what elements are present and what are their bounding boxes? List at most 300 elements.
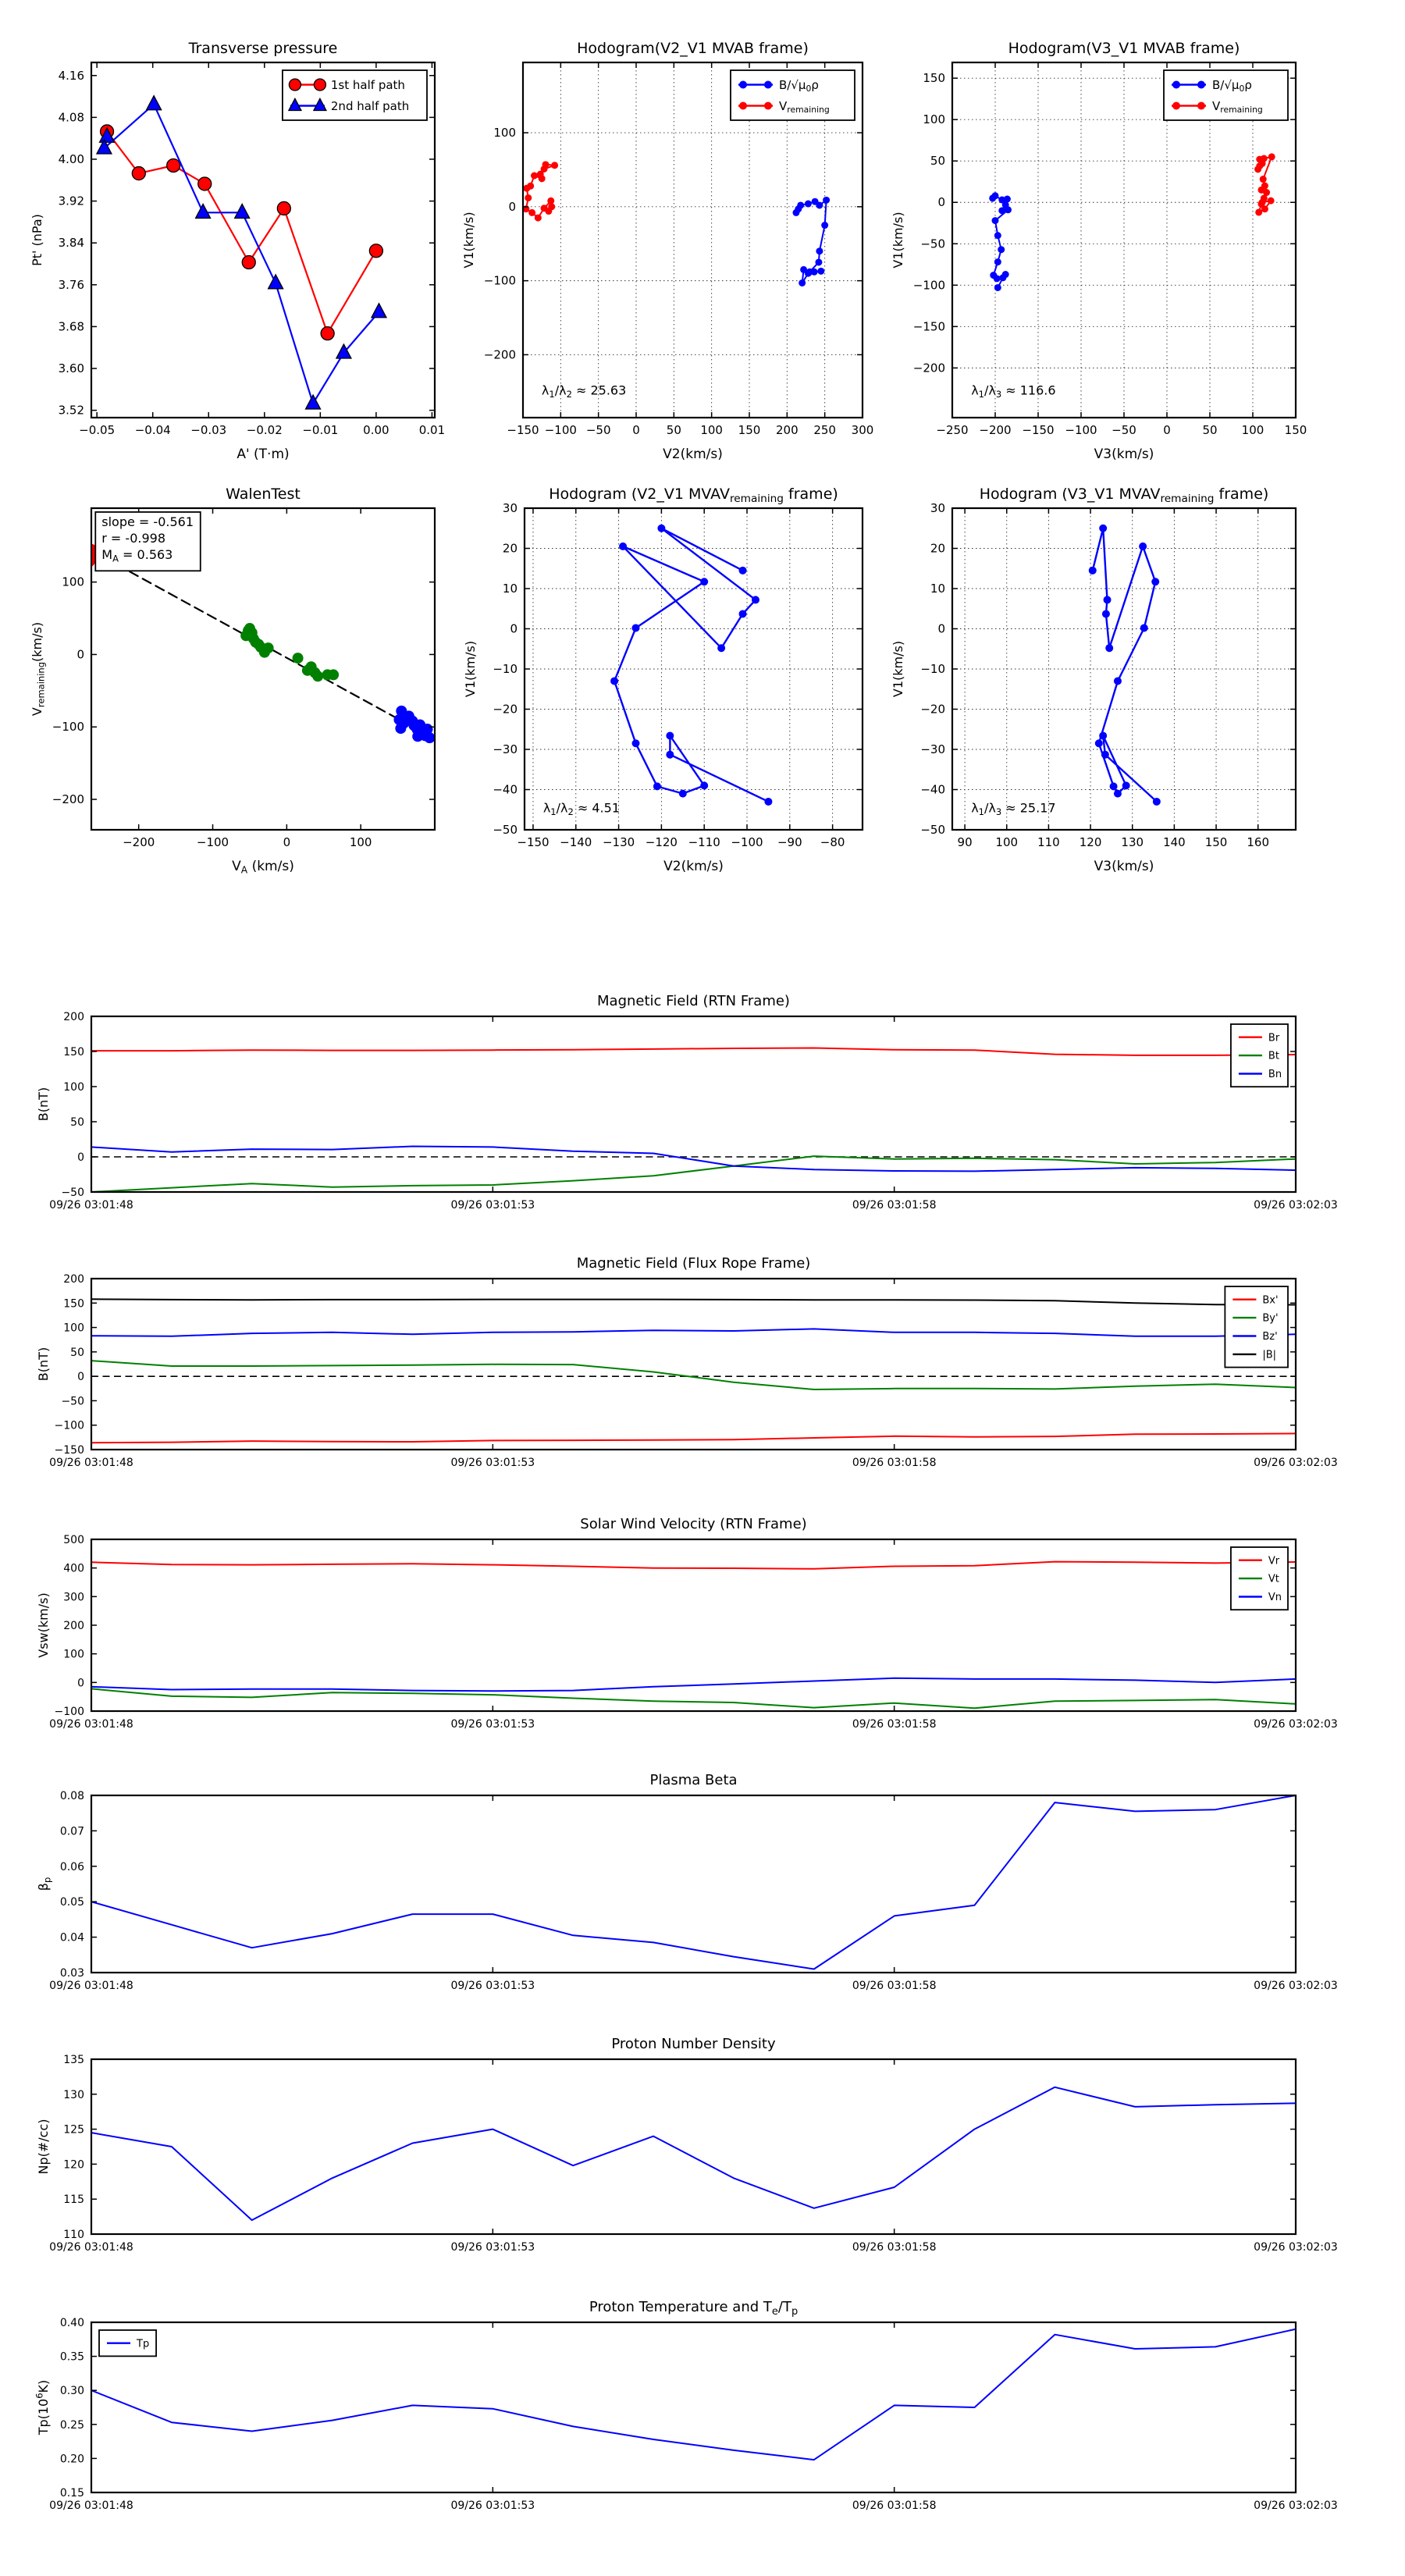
y-tick-label: 0.04: [59, 1931, 84, 1944]
marker-dot: [1104, 596, 1112, 603]
marker-dot: [817, 268, 824, 275]
x-tick-label: −50: [1112, 423, 1136, 437]
y-tick-label: 100: [493, 126, 516, 141]
y-tick-label: 0.05: [59, 1896, 84, 1909]
marker-dot: [1140, 624, 1148, 632]
y-tick-label: −10: [920, 662, 945, 676]
marker-dot: [815, 258, 822, 265]
x-tick-label: 150: [1204, 835, 1228, 849]
y-tick-label: 10: [930, 582, 945, 596]
legend-label: 1st half path: [330, 77, 405, 92]
marker-dot: [994, 284, 1001, 291]
axes-background: [91, 1795, 1296, 1973]
y-tick-label: 50: [70, 1346, 84, 1359]
y-axis-label: B(nT): [36, 1087, 51, 1122]
y-axis-label: $V_{remaining}(km/s)$: [30, 621, 47, 717]
y-axis-label: V1(km/s): [891, 212, 905, 269]
y-tick-label: 0: [937, 195, 945, 210]
y-tick-label: 0.08: [59, 1790, 84, 1802]
y-tick-label: 50: [70, 1116, 84, 1129]
y-tick-label: 10: [502, 582, 518, 596]
x-tick-label: −200: [979, 423, 1012, 437]
marker-dot: [547, 197, 554, 205]
marker-dot: [619, 543, 627, 550]
y-tick-label: 200: [63, 1620, 84, 1632]
x-tick-label: 140: [1163, 835, 1186, 849]
marker-dot: [799, 279, 806, 286]
chart-title: Proton Temperature and $T_e/T_p$: [589, 2299, 799, 2318]
legend: [1231, 1024, 1288, 1087]
axes-background: [91, 1279, 1296, 1450]
hodogram-v2v1-mvab-svg: [461, 40, 874, 462]
y-tick-label: 125: [63, 2123, 84, 2137]
chart-title: Hodogram (V2_V1 $MVAV_{remaining}$ frame): [549, 486, 838, 506]
marker-dot: [739, 567, 747, 575]
x-tick-label: −120: [645, 835, 678, 849]
legend: [1164, 70, 1288, 120]
x-tick-label: 09/26 03:01:48: [49, 1718, 133, 1731]
x-tick-label: 09/26 03:01:58: [852, 1457, 937, 1469]
y-tick-label: 4.16: [58, 68, 84, 83]
y-tick-label: 200: [63, 1273, 84, 1286]
y-tick-label: 135: [63, 2054, 84, 2066]
y-tick-label: 0: [76, 647, 84, 662]
y-tick-label: −10: [493, 662, 518, 676]
x-tick-label: 0.01: [418, 423, 446, 437]
y-tick-label: −50: [920, 823, 945, 837]
x-tick-label: 09/26 03:01:53: [450, 2500, 535, 2512]
y-tick-label: 150: [923, 71, 945, 86]
y-tick-label: 30: [930, 501, 945, 515]
x-tick-label: −150: [507, 423, 539, 437]
marker-dot: [1197, 102, 1205, 110]
marker-circle: [314, 79, 325, 91]
marker-dot: [1099, 731, 1107, 739]
y-tick-label: 50: [930, 154, 945, 169]
legend-label: |B|: [1262, 1349, 1277, 1361]
marker-dot: [739, 102, 747, 110]
y-tick-label: 100: [63, 1648, 84, 1661]
marker-dot: [657, 525, 665, 532]
chart-title: Hodogram(V2_V1 MVAB frame): [577, 40, 809, 57]
transverse-pressure-plot: [30, 40, 446, 462]
y-axis-label: B(nT): [36, 1347, 51, 1382]
x-tick-label: 110: [1037, 835, 1060, 849]
y-tick-label: −200: [52, 792, 84, 807]
mag-fluxrope-svg: [36, 1255, 1338, 1469]
marker-dot: [1260, 176, 1267, 183]
marker-dot: [1172, 81, 1180, 89]
marker-dot: [84, 556, 95, 567]
hodogram-v3v1-mvab-plot: [891, 40, 1307, 462]
legend-label: $V_{remaining}$: [1212, 98, 1263, 116]
legend-label: By': [1262, 1312, 1279, 1325]
hodogram-v2v1-mvav-plot: [463, 486, 863, 874]
x-tick-label: 09/26 03:01:58: [852, 1199, 937, 1212]
y-axis-label: V1(km/s): [891, 640, 905, 698]
x-tick-label: 09/26 03:02:03: [1254, 2500, 1338, 2512]
y-tick-label: −100: [52, 720, 84, 735]
hodogram-v3v1-mvav-plot: [891, 486, 1296, 874]
marker-circle: [321, 327, 334, 340]
x-tick-label: 50: [666, 423, 681, 437]
lambda-annotation: $\lambda_1/\lambda_3 \approx 25.17$: [971, 800, 1056, 817]
marker-dot: [1101, 751, 1109, 759]
y-tick-label: −30: [920, 742, 945, 756]
marker-dot: [328, 669, 339, 680]
y-tick-label: −100: [483, 273, 516, 288]
marker-dot: [679, 790, 687, 798]
y-tick-label: −40: [920, 782, 945, 797]
y-tick-label: −20: [493, 702, 518, 717]
marker-dot: [739, 81, 747, 89]
x-tick-label: −100: [1065, 423, 1097, 437]
x-tick-label: 09/26 03:02:03: [1254, 1199, 1338, 1212]
x-tick-label: 09/26 03:01:53: [450, 2241, 535, 2254]
x-tick-label: −80: [820, 835, 845, 849]
x-tick-label: 250: [813, 423, 836, 437]
y-tick-label: 3.84: [58, 236, 84, 251]
x-tick-label: −140: [560, 835, 592, 849]
y-axis-label: $Tp(10^6K)$: [34, 2379, 51, 2435]
chart-title: Magnetic Field (RTN Frame): [597, 993, 790, 1009]
marker-dot: [293, 653, 304, 664]
hodogram-v2v1-mvab-plot: [461, 40, 874, 462]
y-tick-label: −100: [54, 1706, 84, 1718]
x-tick-label: 100: [349, 835, 372, 849]
marker-dot: [632, 624, 640, 632]
legend: [1225, 1286, 1288, 1368]
marker-dot: [539, 175, 546, 182]
y-tick-label: −200: [483, 347, 516, 362]
marker-dot: [1151, 578, 1159, 585]
marker-dot: [1102, 610, 1110, 617]
marker-dot: [1261, 205, 1268, 212]
marker-dot: [1114, 790, 1122, 798]
marker-dot: [998, 246, 1005, 253]
x-tick-label: 09/26 03:01:53: [450, 1457, 535, 1469]
marker-dot: [1005, 206, 1012, 213]
y-tick-label: −50: [61, 1395, 84, 1408]
y-axis-label: Vsw(km/s): [36, 1592, 51, 1658]
marker-dot: [994, 275, 1001, 282]
y-tick-label: −100: [54, 1419, 84, 1432]
marker-dot: [994, 232, 1001, 239]
x-tick-label: −110: [688, 835, 720, 849]
marker-circle: [277, 201, 290, 215]
y-tick-label: 300: [63, 1591, 84, 1604]
x-tick-label: −150: [517, 835, 550, 849]
y-tick-label: 0: [937, 621, 945, 636]
marker-dot: [1197, 81, 1205, 89]
y-tick-label: 500: [63, 1534, 84, 1546]
x-tick-label: 09/26 03:01:58: [852, 1718, 937, 1731]
chart-title: WalenTest: [226, 486, 301, 503]
legend: [99, 2330, 156, 2356]
y-axis-label: Pt' (nPa): [30, 214, 44, 266]
x-tick-label: −150: [1022, 423, 1055, 437]
marker-dot: [545, 208, 552, 215]
y-tick-label: 110: [63, 2229, 84, 2241]
x-tick-label: 09/26 03:01:53: [450, 1980, 535, 1992]
y-tick-label: 0.15: [59, 2487, 84, 2500]
marker-circle: [369, 244, 382, 258]
legend-label: Bz': [1262, 1331, 1278, 1343]
marker-dot: [821, 222, 828, 229]
y-tick-label: 150: [63, 1046, 84, 1059]
marker-dot: [1139, 543, 1147, 550]
proton-density-svg: [36, 2036, 1338, 2254]
legend-label: 2nd half path: [330, 98, 410, 113]
chart-title: Solar Wind Velocity (RTN Frame): [580, 1516, 807, 1532]
y-tick-label: 0.40: [59, 2317, 84, 2329]
marker-dot: [816, 247, 823, 254]
marker-dot: [1268, 153, 1275, 160]
y-tick-label: 100: [62, 575, 84, 589]
y-tick-label: 0: [508, 199, 516, 214]
x-tick-label: −50: [585, 423, 611, 437]
marker-dot: [1255, 208, 1262, 215]
x-tick-label: 09/26 03:01:48: [49, 1199, 133, 1212]
marker-circle: [132, 167, 145, 180]
y-tick-label: 3.52: [58, 403, 84, 418]
y-tick-label: 4.00: [58, 151, 84, 166]
marker-dot: [992, 192, 999, 199]
chart-title: Plasma Beta: [649, 1772, 738, 1788]
y-tick-label: −50: [61, 1187, 84, 1199]
x-tick-label: 100: [1241, 423, 1264, 437]
legend-label: $B/√\mu_0\rho$: [779, 77, 819, 94]
plasma-beta-panel: [36, 1772, 1338, 1992]
marker-dot: [1105, 644, 1113, 652]
y-tick-label: −40: [493, 782, 518, 797]
legend: [731, 70, 855, 120]
x-tick-label: 09/26 03:01:58: [852, 2241, 937, 2254]
y-tick-label: −50: [493, 823, 518, 837]
chart-title: Transverse pressure: [188, 40, 338, 57]
y-tick-label: −100: [912, 278, 945, 293]
x-tick-label: 0: [632, 423, 640, 437]
marker-dot: [739, 610, 747, 617]
marker-dot: [764, 102, 772, 110]
marker-dot: [805, 270, 812, 277]
marker-dot: [632, 739, 640, 747]
mag-fluxrope-panel: [36, 1255, 1338, 1469]
marker-dot: [610, 677, 618, 685]
legend-label: Bt: [1268, 1050, 1279, 1062]
mag-rtn-svg: [36, 993, 1338, 1212]
marker-dot: [551, 162, 558, 169]
y-tick-label: 3.60: [58, 361, 84, 376]
marker-dot: [797, 201, 804, 208]
marker-dot: [700, 781, 708, 789]
vsw-rtn-panel: [36, 1516, 1338, 1731]
marker-dot: [1099, 525, 1107, 532]
hodogram-v3v1-mvab-svg: [891, 40, 1307, 462]
y-tick-label: 115: [63, 2194, 84, 2207]
legend-label: Br: [1268, 1032, 1280, 1044]
marker-dot: [525, 194, 532, 201]
legend-label: Vr: [1268, 1555, 1280, 1567]
stats-box-line: r = -0.998: [101, 531, 166, 546]
marker-dot: [263, 642, 274, 653]
y-tick-label: 3.68: [58, 319, 84, 334]
y-tick-label: −200: [912, 361, 945, 375]
chart-title: Hodogram (V3_V1 $MVAV_{remaining}$ frame): [979, 486, 1269, 506]
marker-dot: [1122, 781, 1130, 789]
y-tick-label: 0.07: [59, 1825, 84, 1838]
y-axis-label: $\beta_p$: [36, 1877, 53, 1891]
marker-dot: [312, 671, 323, 681]
y-tick-label: 150: [63, 1297, 84, 1311]
x-tick-label: −100: [731, 835, 763, 849]
y-tick-label: −150: [912, 319, 945, 334]
marker-dot: [1095, 739, 1103, 747]
x-tick-label: 09/26 03:02:03: [1254, 1457, 1338, 1469]
x-tick-label: −0.04: [134, 423, 171, 437]
y-tick-label: 0: [77, 1371, 84, 1384]
y-tick-label: 0.06: [59, 1860, 84, 1873]
marker-dot: [666, 751, 674, 759]
y-tick-label: 0.25: [59, 2418, 84, 2432]
x-tick-label: −90: [777, 835, 802, 849]
lambda-annotation: $\lambda_1/\lambda_2 \approx 25.63$: [541, 382, 627, 400]
x-tick-label: 09/26 03:01:58: [852, 1980, 937, 1992]
marker-circle: [242, 255, 255, 269]
x-tick-label: −200: [123, 835, 155, 849]
x-tick-label: −0.01: [302, 423, 339, 437]
x-tick-label: 0: [1163, 423, 1171, 437]
y-tick-label: 130: [63, 2088, 84, 2101]
mag-rtn-panel: [36, 993, 1338, 1212]
x-tick-label: 09/26 03:01:48: [49, 1980, 133, 1992]
legend-label: Tp: [137, 2338, 150, 2350]
axes-background: [91, 1016, 1296, 1192]
axes-background: [91, 2059, 1296, 2234]
marker-dot: [395, 723, 406, 734]
marker-dot: [717, 644, 725, 652]
x-tick-label: −0.05: [79, 423, 116, 437]
marker-dot: [535, 215, 542, 222]
y-tick-label: 0.35: [59, 2350, 84, 2364]
x-axis-label: V3(km/s): [1094, 447, 1154, 462]
x-axis-label: $V_A$ (km/s): [232, 859, 294, 876]
x-axis-label: V2(km/s): [663, 859, 724, 874]
proton-density-panel: [36, 2036, 1338, 2254]
y-axis-label: V1(km/s): [463, 640, 478, 698]
marker-dot: [999, 274, 1006, 281]
marker-dot: [1172, 102, 1180, 110]
y-tick-label: 4.08: [58, 110, 84, 125]
marker-circle: [289, 79, 301, 91]
stats-box-line: slope = -0.561: [101, 514, 194, 529]
y-tick-label: 200: [63, 1011, 84, 1023]
marker-dot: [531, 173, 538, 180]
x-tick-label: 200: [776, 423, 799, 437]
marker-dot: [764, 81, 772, 89]
y-tick-label: 0.20: [59, 2453, 84, 2466]
marker-dot: [764, 798, 772, 806]
y-tick-label: 20: [502, 541, 518, 556]
legend-label: $B/√\mu_0\rho$: [1212, 77, 1252, 94]
marker-dot: [1114, 677, 1122, 685]
x-tick-label: 09/26 03:01:53: [450, 1199, 535, 1212]
x-tick-label: −100: [196, 835, 229, 849]
y-tick-label: 100: [63, 1081, 84, 1094]
marker-dot: [700, 578, 708, 585]
x-tick-label: −130: [602, 835, 635, 849]
x-tick-label: 100: [995, 835, 1019, 849]
x-tick-label: −0.02: [246, 423, 283, 437]
marker-dot: [998, 207, 1005, 214]
y-tick-label: −20: [920, 702, 945, 717]
y-tick-label: 0: [77, 1677, 84, 1690]
hodogram-v3v1-mvav-svg: [891, 486, 1296, 874]
lambda-annotation: $\lambda_1/\lambda_2 \approx 4.51$: [542, 800, 621, 817]
y-tick-label: 3.76: [58, 277, 84, 292]
marker-dot: [792, 209, 799, 216]
legend-label: $V_{remaining}$: [779, 98, 830, 116]
x-tick-label: −250: [936, 423, 969, 437]
y-tick-label: 0.30: [59, 2385, 84, 2398]
x-tick-label: 160: [1247, 835, 1270, 849]
x-tick-label: 120: [1079, 835, 1102, 849]
marker-dot: [816, 201, 823, 208]
legend-label: Bn: [1268, 1069, 1282, 1081]
marker-dot: [1089, 567, 1097, 575]
marker-dot: [1110, 782, 1118, 790]
stats-box-line: $M_A = 0.563$: [101, 547, 173, 564]
legend-label: Vn: [1268, 1592, 1282, 1604]
x-tick-label: 09/26 03:01:48: [49, 2241, 133, 2254]
y-tick-label: 100: [63, 1322, 84, 1335]
legend-label: Vt: [1268, 1573, 1279, 1585]
y-tick-label: 400: [63, 1562, 84, 1575]
hodogram-v2v1-mvav-svg: [463, 486, 863, 874]
marker-circle: [198, 177, 212, 190]
marker-dot: [805, 201, 812, 208]
x-tick-label: 100: [700, 423, 723, 437]
x-tick-label: 09/26 03:02:03: [1254, 1718, 1338, 1731]
marker-dot: [523, 185, 530, 192]
chart-title: Hodogram(V3_V1 MVAB frame): [1008, 40, 1240, 57]
marker-dot: [1268, 197, 1275, 205]
marker-dot: [653, 782, 661, 790]
x-axis-label: A' (T·m): [237, 447, 290, 462]
axes-background: [91, 2322, 1296, 2492]
proton-temperature-svg: [34, 2299, 1338, 2512]
marker-dot: [994, 258, 1001, 265]
y-tick-label: −150: [54, 1444, 84, 1457]
x-tick-label: −0.03: [190, 423, 227, 437]
marker-dot: [1259, 199, 1266, 206]
x-tick-label: −100: [544, 423, 577, 437]
y-tick-label: 0: [510, 621, 518, 636]
y-tick-label: 0.03: [59, 1967, 84, 1980]
marker-dot: [1261, 155, 1268, 162]
x-tick-label: 09/26 03:02:03: [1254, 2241, 1338, 2254]
marker-dot: [424, 732, 435, 743]
x-tick-label: 09/26 03:01:53: [450, 1718, 535, 1731]
legend: [1231, 1547, 1288, 1610]
marker-dot: [823, 197, 830, 204]
marker-dot: [992, 217, 999, 224]
walen-test-plot: [30, 486, 435, 876]
x-tick-label: 09/26 03:01:58: [852, 2500, 937, 2512]
y-tick-label: 120: [63, 2158, 84, 2172]
chart-title: Proton Number Density: [611, 2036, 776, 2052]
y-tick-label: −30: [493, 742, 518, 756]
